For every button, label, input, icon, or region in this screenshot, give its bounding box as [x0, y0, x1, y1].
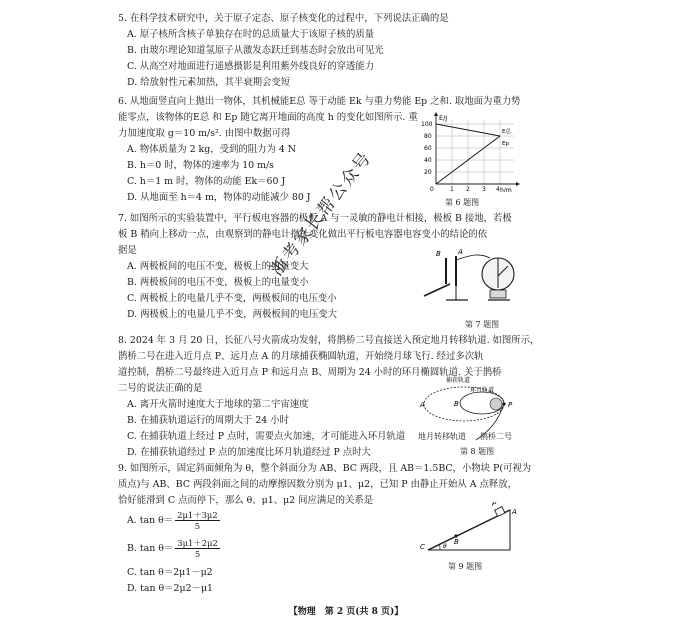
q9-figure-caption: 第 9 题图 [448, 562, 483, 571]
q6-potential-label: Ep [502, 141, 509, 147]
q6-total-label: E总 [502, 129, 511, 135]
q6-y-tick: 60 [424, 145, 432, 152]
q8-stem-line-1: 8. 2024 年 3 月 20 日，长征八号火箭成功发射，将鹊桥二号直接送入预定地月转移轨道. 如图所示， [118, 335, 540, 346]
q6-energy-graph [420, 112, 520, 192]
q6-x-tick: 1 [450, 186, 454, 192]
q6-option-b: B. h＝0 时，物体的速率为 10 m/s [127, 160, 274, 171]
q9-incline-diagram [418, 502, 518, 556]
q5-option-a: A. 原子核所含核子单独存在时的总质量大于该原子核的质量 [127, 29, 375, 40]
q9-option-b [127, 538, 220, 559]
watermark-text: 浙考家长帮公众号 [266, 147, 377, 280]
q7-plate-a-label: A [458, 248, 463, 256]
q6-x-tick: 4 [496, 186, 500, 192]
q7-option-a: A. 两极板间的电压不变，极板上的电量变大 [127, 261, 309, 272]
q7-stem-line-3: 据是 [118, 245, 137, 256]
q8-stem-line-4: 二号的说法正确的是 [118, 383, 203, 394]
q7-plate-b-label: B [436, 250, 441, 258]
q7-capacitor-electrometer-diagram [420, 240, 520, 308]
q8-stem-line-3: 道控制，鹊桥二号最终进入近月点 P 和远月点 B、周期为 24 小时的环月椭圆轨道. 关于鹊桥 [118, 367, 502, 378]
q9-stem-line-1: 9. 如图所示，固定斜面倾角为 θ，整个斜面分为 AB、BC 两段，且 AB＝1.5BC，小物块 P(可视为 [118, 463, 532, 474]
q6-x-tick: 3 [482, 186, 486, 192]
q7-stem-line-2: 板 B 稍向上移动一点，由观察到的静电计指针变化做出平行板电容器电容变小的结论的依 [118, 229, 488, 240]
q5-stem: 5. 在科学技术研究中，关于原子定态、原子核变化的过程中，下列说法正确的是 [118, 13, 449, 24]
q8-stem-line-2: 鹊桥二号在进入近月点 P、远月点 A 的月球捕获椭圆轨道，开始绕月球飞行. 经过多次轨 [118, 351, 484, 362]
q6-x-tick: 2 [466, 186, 470, 192]
q6-stem-line-1: 6. 从地面竖直向上抛出一物体，其机械能E总 等于动能 Ek 与重力势能 Ep 之和. 取地面为重力势 [118, 96, 521, 107]
q7-option-b: B. 两极板间的电压不变，极板上的电量变小 [127, 277, 309, 288]
q9-option-b-numerator: 3μ1＋2μ2 [177, 538, 218, 548]
q9-option-b-fraction [175, 538, 220, 559]
q9-point-c-label: C [420, 543, 425, 551]
q9-stem-line-2: 质点)与 AB、BC 两段斜面之间的动摩擦因数分别为 μ1、μ2，已知 P 由静止开始从 A 点释放， [118, 479, 517, 490]
q9-option-a-prefix: A. tan θ＝ [127, 515, 174, 526]
q8-lunar-orbit-label: 环月轨道 [470, 387, 495, 394]
q6-y-axis-label: E/J [439, 114, 448, 122]
q6-option-a: A. 物体质量为 2 kg，受到的阻力为 4 N [127, 144, 296, 155]
q6-y-tick: 20 [424, 169, 432, 176]
q9-block-p-label: P [492, 502, 497, 508]
q6-x-axis-label: h/m [500, 187, 512, 192]
q9-option-a-fraction [175, 510, 220, 531]
q9-option-b-prefix: B. tan θ＝ [127, 543, 174, 554]
q7-option-d: D. 两极板上的电量几乎不变，两极板间的电压变大 [127, 309, 338, 320]
q8-point-p-label: P [508, 401, 513, 409]
q8-option-d: D. 在捕获轨道经过 P 点的加速度比环月轨道经过 P 点时大 [127, 447, 371, 458]
q5-option-d: D. 给放射性元素加热，其半衰期会变短 [127, 77, 291, 88]
q6-y-tick: 40 [424, 157, 432, 164]
q6-option-c: C. h＝1 m 时，物体的动能 Ek＝60 J [127, 176, 286, 187]
q9-point-b-label: B [454, 538, 459, 546]
q8-option-c: C. 在捕获轨道上经过 P 点时，需要点火加速，才可能进入环月轨道 [127, 431, 406, 442]
q8-option-a: A. 离开火箭时速度大于地球的第二宇宙速度 [127, 399, 309, 410]
q9-option-c: C. tan θ＝2μ1－μ2 [127, 567, 213, 578]
q8-probe-label: 鹊桥二号 [480, 432, 512, 441]
q6-figure-caption: 第 6 题图 [445, 198, 480, 207]
q8-capture-orbit-label: 捕获轨道 [446, 377, 471, 384]
q9-option-a-denominator: 5 [194, 521, 201, 531]
q6-stem-line-2: 能零点，该物体的E总 和 Ep 随它离开地面的高度 h 的变化如图所示. 重 [118, 112, 418, 123]
q8-transfer-orbit-label: 地月转移轨道 [418, 432, 466, 441]
q8-point-b-label: B [454, 400, 459, 408]
q8-option-b: B. 在捕获轨道运行的周期大于 24 小时 [127, 415, 289, 426]
q5-option-b: B. 由玻尔理论知道氢原子从激发态跃迁到基态时会放出可见光 [127, 45, 384, 56]
q9-option-a [127, 510, 220, 531]
q8-point-a-label: A [420, 401, 425, 409]
q9-option-b-denominator: 5 [194, 549, 201, 559]
q9-option-a-numerator: 2μ1＋3μ2 [177, 510, 218, 520]
page-footer: 【物理 第 2 页(共 8 页)】 [288, 607, 404, 617]
q9-point-a-label: A [512, 508, 517, 516]
q7-option-c: C. 两极板上的电量几乎不变，两极板间的电压变小 [127, 293, 337, 304]
q9-option-d: D. tan θ＝2μ2－μ1 [127, 583, 213, 594]
q9-angle-theta-label: θ [443, 543, 447, 550]
q8-figure-caption: 第 8 题图 [460, 447, 495, 456]
q6-stem-line-3: 力加速度取 g＝10 m/s². 由图中数据可得 [118, 128, 291, 139]
q7-stem-line-1: 7. 如图所示的实验装置中，平行板电容器的极板 A 与一灵敏的静电计相接，极板 B 接地，若极 [118, 213, 512, 224]
q9-stem-line-3: 恰好能滑到 C 点而停下，那么 θ、μ1、μ2 间应满足的关系是 [118, 495, 374, 506]
q6-option-d: D. 从地面至 h＝4 m，物体的动能减少 80 J [127, 192, 311, 203]
q7-figure-caption: 第 7 题图 [465, 320, 500, 329]
q6-origin-label: 0 [430, 186, 434, 192]
q5-option-c: C. 从高空对地面进行遥感摄影是利用紫外线良好的穿透能力 [127, 61, 375, 72]
q6-y-tick: 100 [421, 121, 433, 128]
q6-y-tick: 80 [424, 133, 432, 140]
